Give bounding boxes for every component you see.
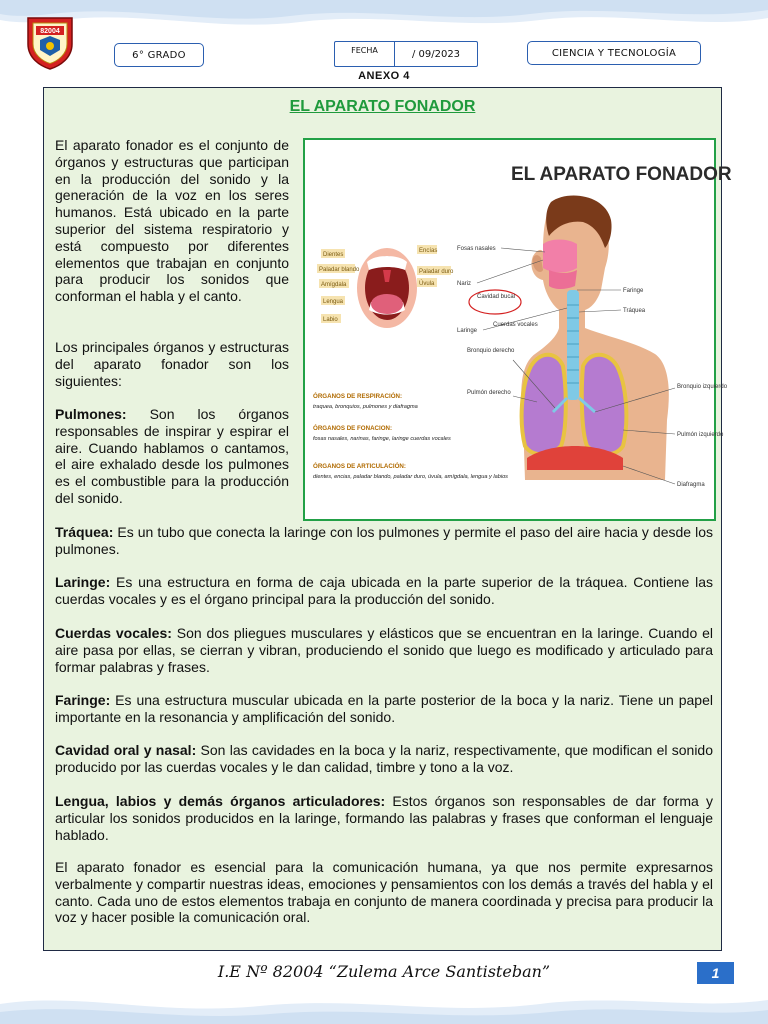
label-pulmon-izquierdo: Pulmón izquierdo [677,432,724,438]
cuerdas-paragraph [55,625,713,675]
laringe-term: Laringe: [55,574,111,590]
label-amigdala: Amígdala [321,282,347,288]
label-cavidad-bucal: Cavidad bucal [477,294,516,300]
lengua-text: Estos órganos son responsables de dar forma y articular los sonidos producidos en la laringe, formando las palabras y frases que conforman el lenguaje hablado. [55,793,713,843]
pulmones-text: Son los órganos responsables de inspirar y espirar el aire. Cuando hablamos o cantamos, el aire exhalado desde los pulmones es el combustible para la producción del sonido. [55,406,289,506]
label-cuerdas-vocales: Cuerdas vocales [493,322,538,328]
label-faringe: Faringe [623,288,644,294]
label-traquea: Tráquea [623,308,646,314]
school-shield-logo [22,14,78,70]
grade-label: 6° GRADO [132,49,186,61]
laringe-text: Es una estructura en forma de caja ubicada en la parte superior de la tráquea. Contiene las cuerdas vocales y es el órgano principal para la producción del sonido. [55,574,713,607]
annex-label: ANEXO 4 [358,70,410,82]
date-label: FECHA [335,42,395,66]
traquea-text: Es un tubo que conecta la laringe con los pulmones y permite el paso del aire hacia y desde los pulmones. [55,524,713,557]
cuerdas-term: Cuerdas vocales: [55,625,172,641]
label-nariz: Nariz [457,281,472,287]
page-number-badge: 1 [697,962,734,984]
legend-respiracion-text: traquea, bronquios, pulmones y diafragma [313,404,418,410]
legend-respiracion-heading: ÓRGANOS DE RESPIRACIÓN: [313,393,403,400]
faringe-term: Faringe: [55,692,111,708]
lengua-paragraph [55,793,713,843]
top-wave-decoration [0,0,768,40]
subject-label: CIENCIA Y TECNOLOGÍA [551,47,677,59]
logo-number: 82004 [40,28,60,35]
page-title: EL APARATO FONADOR [289,98,476,115]
label-paladar-duro: Paladar duro [419,269,454,275]
subject-box [527,41,701,65]
figure-title: EL APARATO FONADOR [511,164,732,185]
label-encias: Encías [419,248,438,254]
grade-box [114,43,204,67]
legend-fonacion-text: fosas nasales, narinas, faringe, laringe cuerdas vocales [313,436,451,442]
vocal-apparatus-illustration [305,140,732,518]
label-lengua: Lengua [323,299,344,305]
label-dientes: Dientes [323,252,344,258]
label-uvula: Úvula [419,281,435,287]
label-labio: Labio [323,317,338,323]
lengua-term: Lengua, labios y demás órganos articuladores: [55,793,386,809]
date-value: / 09/2023 [411,48,461,60]
traquea-term: Tráquea: [55,524,114,540]
label-diafragma: Diafragma [677,482,705,488]
pulmones-paragraph [55,406,289,507]
label-pulmon-derecho: Pulmón derecho [467,390,511,396]
label-laringe: Laringe [457,328,478,334]
faringe-text: Es una estructura muscular ubicada en la parte posterior de la boca y la nariz. Tiene un papel importante en la resonancia y amplificación del sonido. [55,692,713,725]
faringe-paragraph [55,692,713,726]
traquea-paragraph [55,524,713,558]
legend-fonacion-heading: ÓRGANOS DE FONACION: [313,425,393,432]
cavidad-term: Cavidad oral y nasal: [55,742,197,758]
vocal-apparatus-figure [303,138,732,521]
content-frame [43,87,732,951]
date-box [334,41,478,67]
intro-paragraph: El aparato fonador es el conjunto de órganos y estructuras que participan en la producción del sonido y la generación de la voz en los seres humanos. Está ubicado en la parte superior del sistema respiratorio y está compuesto por diferentes elementos que trabajan en conjunto para producir los sonidos que conforman el habla y el canto. [55,137,289,305]
pulmones-term: Pulmones: [55,406,127,422]
legend-articulacion-text: dientes, encias, paladar blando, paladar duro, úvula, amígdala, lengua y labios [313,474,508,480]
school-name-footer: I.E Nº 82004 “Zulema Arce Santisteban” [217,962,551,981]
label-bronquio-derecho: Bronquio derecho [467,348,515,354]
cavidad-paragraph [55,742,713,776]
bottom-wave-decoration [0,986,768,1024]
label-fosas-nasales: Fosas nasales [457,246,496,252]
label-paladar-blando: Paladar blando [319,267,360,273]
main-organs-paragraph: Los principales órganos y estructuras del aparato fonador son los siguientes: [55,339,289,389]
mouth-inset-illustration [357,248,417,328]
cavidad-text: Son las cavidades en la boca y la nariz, respectivamente, que modifican el sonido producido por las cuerdas vocales y le dan calidad, timbre y tono a la voz. [55,742,713,775]
legend-articulacion-heading: ÓRGANOS DE ARTICULACIÓN: [313,463,406,470]
label-bronquio-izquierdo: Bronquio izquierdo [677,384,728,390]
cuerdas-text: Son dos pliegues musculares y elásticos que se encuentran en la laringe. Cuando el aire pasa por ellas, se cierran y vibran, produciendo el sonido que luego es modificado y articulado para formar palabras y frases. [55,625,713,675]
closing-paragraph: El aparato fonador es esencial para la comunicación humana, ya que nos permite expresarnos verbalmente y compartir nuestras ideas, emociones y pensamientos con los demás a través del habla y el canto. Cada uno de estos elementos trabaja en conjunto de manera coordinada y precisa para producir la voz y hacer posible la comunicación oral. [55,859,713,926]
laringe-paragraph [55,574,713,608]
